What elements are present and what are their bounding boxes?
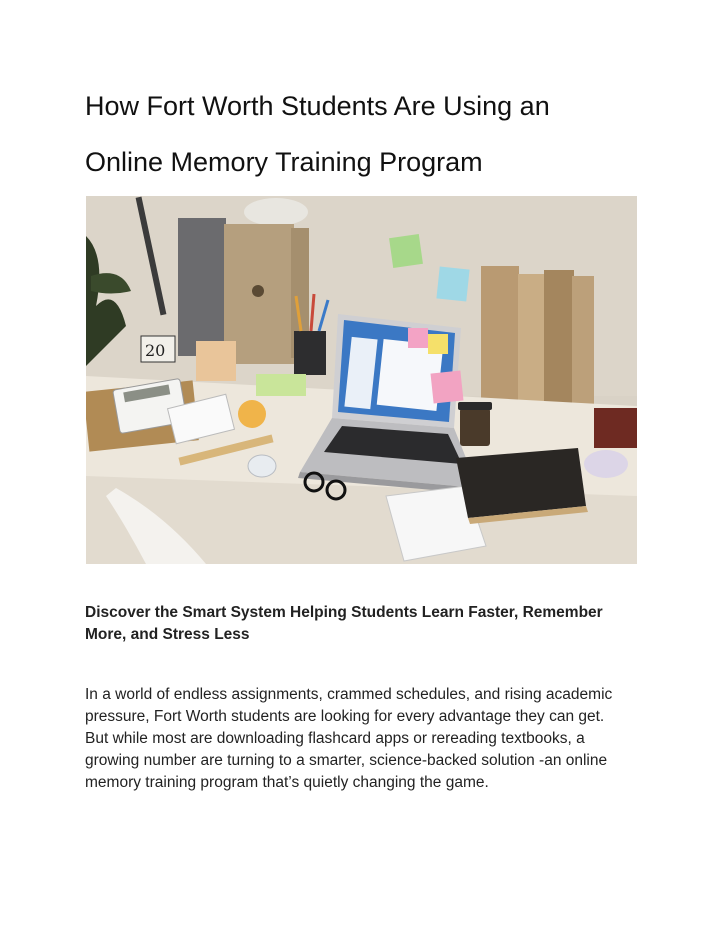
article-subheading: Discover the Smart System Helping Students Learn Faster, Remember More, and Stress Less xyxy=(85,604,603,643)
page-title xyxy=(85,78,645,190)
title-line-2: Online Memory Training Program xyxy=(85,147,483,177)
calendar-digits: 20 xyxy=(145,341,166,360)
title-line-1: How Fort Worth Students Are Using an xyxy=(85,91,550,121)
intro-paragraph: In a world of endless assignments, crammed schedules, and rising academic pressure, Fort Worth students are looking for every advantage they can get. But while most are downloading flashcard apps or rereading textbooks, a growing number are turning to a smarter, science-backed solution -an online memory training program that’s quietly changing the game. xyxy=(85,686,613,791)
desk-photo xyxy=(86,196,637,564)
